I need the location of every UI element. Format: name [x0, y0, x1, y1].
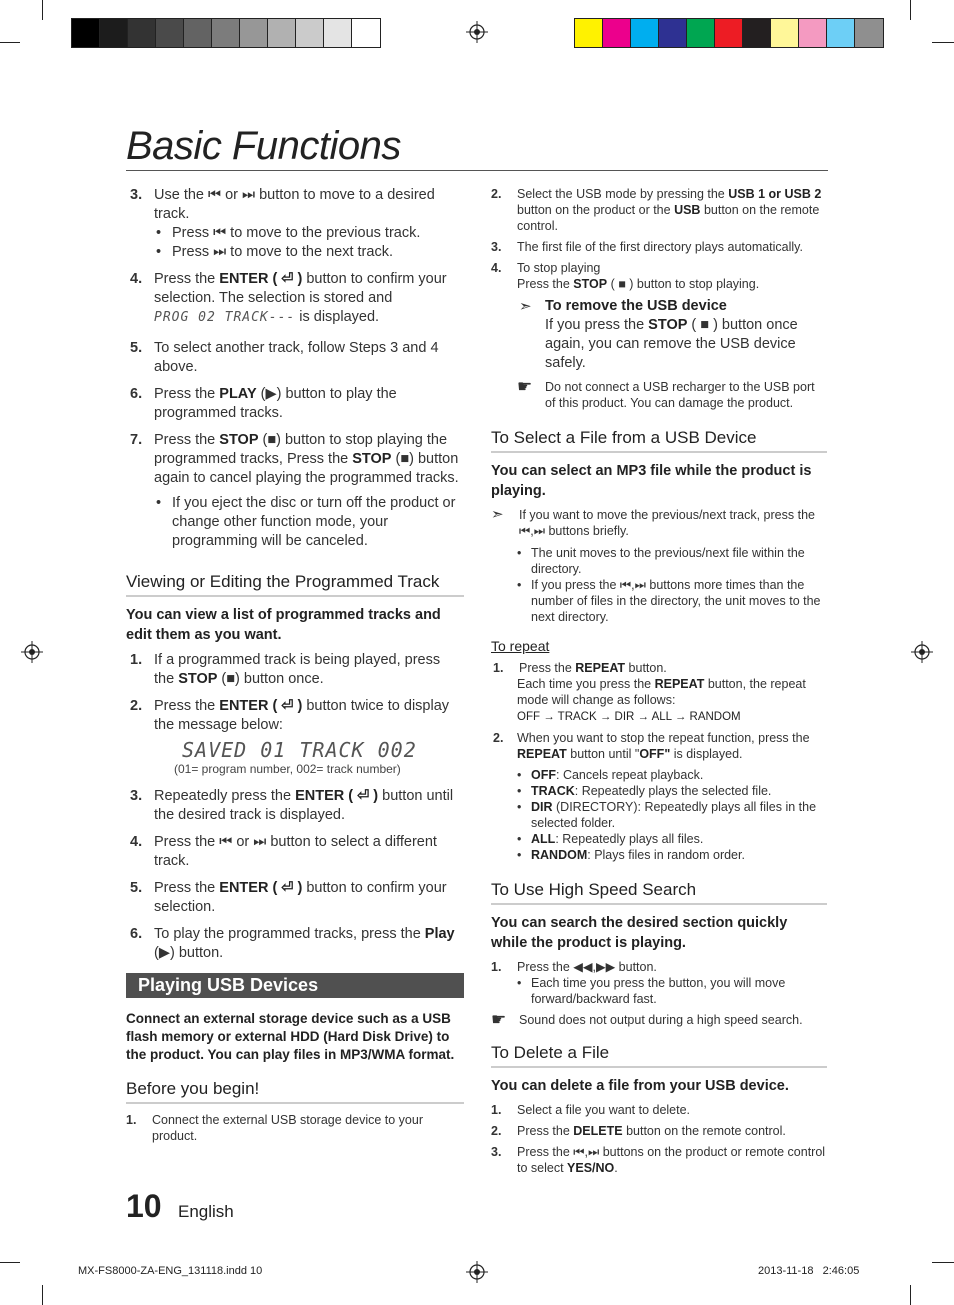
color-swatch: [659, 19, 687, 47]
color-swatch: [575, 19, 603, 47]
color-swatch: [603, 19, 631, 47]
remove-usb-note: ➣ To remove the USB device If you press the STOP ( ■ ) button once again, you can remove the USB device safely.: [519, 298, 798, 371]
delete-lead: You can delete a file from your USB device.: [491, 1078, 789, 1094]
recharger-note: ☛ Do not connect a USB recharger to the USB port of this product. You can damage the product.: [517, 377, 815, 410]
step-7: 7. Press the STOP (■) button to stop playing the programmed tracks, Press the STOP (■) button again to cancel playing the programmed tracks. • If you eject the disc or turn off the product or change other function mode, your programming will be canceled.: [126, 431, 464, 551]
color-swatch: [352, 19, 380, 47]
delete-step-1: 1. Select a file you want to delete.: [491, 1103, 691, 1117]
color-swatch: [156, 19, 184, 47]
color-swatch: [715, 19, 743, 47]
repeat-step-2: 2. When you want to stop the repeat function, press the REPEAT button until "OFF" is displayed.: [493, 731, 810, 761]
viewing-step-2: 2. Press the ENTER ( ⏎ ) button twice to display the message below: SAVED 01 TRACK 002 (01= program number, 002= track number): [126, 697, 464, 779]
arrow-note-icon: ➣: [519, 298, 532, 315]
lcd-caption: (01= program number, 002= track number): [174, 762, 401, 776]
color-swatch: [212, 19, 240, 47]
color-swatch: [296, 19, 324, 47]
registration-mark-icon: [466, 21, 488, 43]
pointing-hand-icon: ☛: [491, 1010, 507, 1029]
usb-lead: Connect an external storage device such as a USB flash memory or external HDD (Hard Disk Drive) to the product. You can play files in MP3/WMA format.: [126, 1011, 455, 1062]
crop-mark: [42, 1285, 43, 1305]
print-slug-file: MX-FS8000-ZA-ENG_131118.indd 10: [78, 1265, 263, 1277]
repeat-sequence: OFF → TRACK → DIR → ALL → RANDOM: [517, 711, 741, 723]
repeat-heading: To repeat: [491, 638, 550, 654]
repeat-step-1: 1. Press the REPEAT button. Each time you press the REPEAT button, the repeat mode will change as follows: OFF → TRACK → DIR → ALL → RANDOM: [493, 661, 806, 723]
step-3: 3. Use the ⏮ or ⏭ button to move to a desired track. • Press ⏮ to move to the previous track. • Press ⏭ to move to the next track.: [126, 186, 464, 262]
print-slug-date: 2013-11-18 2:46:05: [758, 1265, 860, 1277]
color-swatch: [743, 19, 771, 47]
lcd-display-text: PROG 02 TRACK---: [154, 310, 296, 325]
search-step-1: 1. Press the ◀◀,▶▶ button. • Each time you press the button, you will move forward/backward fast.: [491, 959, 827, 1007]
list-item: • OFF: Cancels repeat playback.: [517, 767, 827, 783]
page-language: English: [178, 1202, 234, 1221]
color-swatch: [771, 19, 799, 47]
color-swatch: [324, 19, 352, 47]
lcd-display-text: SAVED 01 TRACK 002: [182, 738, 417, 762]
viewing-step-4: 4. Press the ⏮ or ⏭ button to select a different track.: [130, 834, 437, 869]
step-4: 4. Press the ENTER ( ⏎ ) button to confirm your selection. The selection is stored and PROG 02 TRACK--- is displayed.: [130, 271, 447, 325]
viewing-step-3: 3. Repeatedly press the ENTER ( ⏎ ) button until the desired track is displayed.: [130, 788, 454, 823]
select-lead: You can select an MP3 file while the product is playing.: [491, 463, 812, 499]
repeat-mode-list: [517, 767, 827, 863]
section-heading-select-file: To Select a File from a USB Device: [491, 427, 827, 453]
page-number: 10: [126, 1188, 162, 1224]
right-column: 2. Select the USB mode by pressing the USB 1 or USB 2 button on the product or the USB button on the remote control. 3. The first file of the first directory plays automatically. 4. To stop playing Press the STOP ( ■ ) button to stop playing. ➣ To remove the USB device If you press the STOP ( ■ ) button once again, you can remove the USB device safely. ☛ Do not connect a USB recharger to the USB port of this product. You can damage the product. To Select a File from a USB Device You can select an MP3 file while the product is playing. ➣ If you want to move the previous/next track, press the ⏮,⏭ buttons briefly. • The unit moves to the previous/next file within the directory. • If you press the ⏮,⏭ buttons more times than the number of files in the directory, the unit moves to the next directory. To repeat 1. Press the REPEAT button. Each time you press the REPEAT button, the repeat mode will change as follows: OFF → TRACK → DIR → ALL → RANDOM 2. When you want to stop the repeat function, press the REPEAT button until "OFF" is displayed. • OFF: Cancels repeat playback. • TRACK: Repeatedly plays the selected file. • DIR (DIRECTORY): Repeatedly plays all files in the selected folder. • ALL: Repeatedly plays all files. • RANDOM: Plays files in random order. To Use High Speed Search You can search the desired section quickly while the product is playing. 1. Press the ◀◀,▶▶ button. • Each time you press the button, you will move forward/backward fast. ☛ Sound does not output during a high speed search. To Delete a File You can delete a file from your USB device. 1. Select a file you want to delete. 2. Press the DELETE button on the remote control. 3. Press the ⏮,⏭ buttons on the product or remote control to select YES/NO.: [491, 186, 827, 1181]
search-lead: You can search the desired section quickly while the product is playing.: [491, 915, 788, 951]
color-swatch: [128, 19, 156, 47]
list-item: • TRACK: Repeatedly plays the selected file.: [517, 783, 827, 799]
viewing-step-6: 6. To play the programmed tracks, press the Play (▶) button.: [130, 926, 455, 961]
crop-mark: [910, 0, 911, 20]
crop-mark: [910, 1285, 911, 1305]
list-item: • DIR (DIRECTORY): Repeatedly plays all files in the selected folder.: [517, 799, 827, 831]
pointing-hand-icon: ☛: [517, 377, 533, 396]
color-swatch: [240, 19, 268, 47]
section-heading-viewing: Viewing or Editing the Programmed Track: [126, 571, 464, 597]
color-swatch: [72, 19, 100, 47]
title-rule: [126, 170, 828, 171]
step-5: 5. To select another track, follow Steps 3 and 4 above.: [130, 340, 439, 375]
registration-mark-icon: [21, 641, 43, 663]
page-title: Basic Functions: [126, 124, 401, 168]
usb-step-2: 2. Select the USB mode by pressing the USB 1 or USB 2 button on the product or the USB button on the remote control.: [491, 187, 822, 233]
color-swatch: [827, 19, 855, 47]
viewing-lead: You can view a list of programmed tracks and edit them as you want.: [126, 607, 441, 643]
crop-mark: [0, 1262, 20, 1263]
crop-mark: [932, 42, 954, 43]
registration-mark-icon: [466, 1261, 488, 1283]
color-swatch: [268, 19, 296, 47]
crop-mark: [0, 42, 20, 43]
select-note: ➣ If you want to move the previous/next track, press the ⏮,⏭ buttons briefly.: [491, 506, 815, 538]
color-swatch: [799, 19, 827, 47]
search-note: ☛ Sound does not output during a high speed search.: [491, 1010, 803, 1029]
step-6: 6. Press the PLAY (▶) button to play the programmed tracks.: [130, 386, 397, 421]
color-swatch: [855, 19, 883, 47]
grayscale-bar: [71, 18, 381, 48]
color-bar: [574, 18, 884, 48]
left-column: [126, 186, 464, 1149]
section-bar-playing-usb: Playing USB Devices: [126, 973, 464, 998]
viewing-step-1: 1. If a programmed track is being played, press the STOP (■) button once.: [130, 652, 441, 687]
viewing-step-5: 5. Press the ENTER ( ⏎ ) button to confirm your selection.: [130, 880, 447, 915]
crop-mark: [42, 0, 43, 20]
crop-mark: [932, 1262, 954, 1263]
before-step-1: 1. Connect the external USB storage device to your product.: [126, 1113, 423, 1143]
registration-mark-icon: [911, 641, 933, 663]
usb-step-3: 3. The first file of the first directory plays automatically.: [491, 240, 803, 254]
color-swatch: [100, 19, 128, 47]
section-heading-before: Before you begin!: [126, 1078, 464, 1104]
list-item: • ALL: Repeatedly plays all files.: [517, 831, 827, 847]
delete-step-3: 3. Press the ⏮,⏭ buttons on the product or remote control to select YES/NO.: [491, 1145, 826, 1175]
arrow-note-icon: ➣: [491, 506, 504, 523]
color-swatch: [687, 19, 715, 47]
color-swatch: [184, 19, 212, 47]
section-heading-search: To Use High Speed Search: [491, 879, 827, 905]
list-item: • RANDOM: Plays files in random order.: [517, 847, 827, 863]
delete-step-2: 2. Press the DELETE button on the remote control.: [491, 1124, 786, 1138]
usb-step-4: 4. To stop playing Press the STOP ( ■ ) button to stop playing.: [491, 261, 760, 291]
section-heading-delete: To Delete a File: [491, 1042, 827, 1068]
color-swatch: [631, 19, 659, 47]
